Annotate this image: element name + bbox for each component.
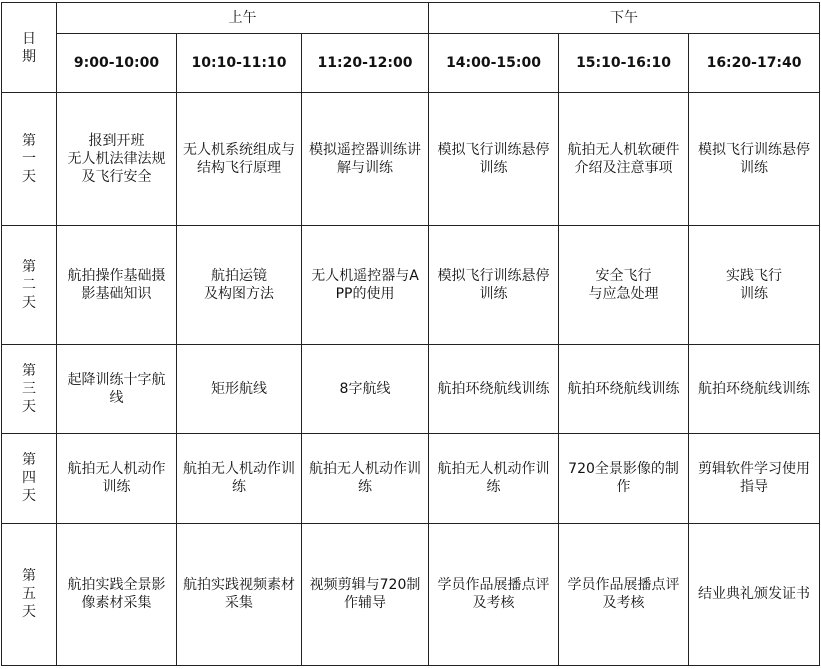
session-cell: 航拍实践全景影像素材采集 [57, 523, 177, 665]
session-cell: 报到开班 无人机法律法规及飞行安全 [57, 93, 177, 226]
session-cell: 模拟飞行训练悬停训练 [429, 93, 559, 226]
time-slot-header: 15:10-16:10 [559, 34, 689, 93]
session-cell: 航拍实践视频素材采集 [177, 523, 302, 665]
session-cell: 学员作品展播点评及考核 [429, 523, 559, 665]
afternoon-header: 下午 [429, 3, 820, 34]
day-label-char: 第 [22, 568, 36, 585]
day-label-cell [2, 226, 57, 344]
session-cell: 无人机遥控器与APP的使用 [302, 226, 429, 344]
day-label-cell [2, 344, 57, 433]
session-cell: 720全景影像的制作 [559, 433, 689, 523]
day-label [22, 132, 36, 186]
day-label-char: 第 [22, 452, 36, 469]
day-label-cell [2, 93, 57, 226]
session-cell: 模拟飞行训练悬停训练 [689, 93, 820, 226]
day-label [22, 567, 36, 621]
day-row [2, 93, 820, 226]
header-row-times [2, 34, 820, 93]
day-rows [2, 93, 820, 666]
schedule-table [1, 2, 820, 666]
time-slot-header: 11:20-12:00 [302, 34, 429, 93]
day-label-char: 二 [22, 276, 36, 293]
session-cell: 起降训练十字航线 [57, 344, 177, 433]
morning-header: 上午 [57, 3, 429, 34]
day-label [22, 258, 36, 312]
header-row-halves [2, 3, 820, 34]
session-cell: 视频剪辑与720制作辅导 [302, 523, 429, 665]
session-cell: 8字航线 [302, 344, 429, 433]
session-cell: 航拍环绕航线训练 [429, 344, 559, 433]
day-label-char: 天 [22, 169, 36, 186]
session-cell: 航拍操作基础摄影基础知识 [57, 226, 177, 344]
day-label-char: 三 [22, 380, 36, 397]
day-label-char: 天 [22, 398, 36, 415]
session-cell: 航拍环绕航线训练 [559, 344, 689, 433]
day-row [2, 433, 820, 523]
session-cell: 模拟遥控器训练讲解与训练 [302, 93, 429, 226]
day-label-char: 第 [22, 258, 36, 275]
session-cell: 模拟飞行训练悬停训练 [429, 226, 559, 344]
date-header-cell [2, 3, 57, 93]
day-label-char: 第 [22, 362, 36, 379]
time-slot-header: 16:20-17:40 [689, 34, 820, 93]
session-cell: 矩形航线 [177, 344, 302, 433]
session-cell: 航拍无人机动作训练 [177, 433, 302, 523]
session-cell: 无人机系统组成与结构飞行原理 [177, 93, 302, 226]
time-slot-header: 9:00-10:00 [57, 34, 177, 93]
day-row [2, 523, 820, 665]
day-label-char: 天 [22, 488, 36, 505]
session-cell: 实践飞行 训练 [689, 226, 820, 344]
date-header-char: 日 [22, 30, 36, 47]
day-row [2, 226, 820, 344]
session-cell: 结业典礼颁发证书 [689, 523, 820, 665]
day-label-cell [2, 523, 57, 665]
session-cell: 航拍运镜 及构图方法 [177, 226, 302, 344]
session-cell: 航拍无人机动作训练 [57, 433, 177, 523]
session-cell: 剪辑软件学习使用指导 [689, 433, 820, 523]
day-label-char: 五 [22, 586, 36, 603]
day-label [22, 362, 36, 416]
session-cell: 安全飞行 与应急处理 [559, 226, 689, 344]
day-label-char: 四 [22, 470, 36, 487]
session-cell: 学员作品展播点评及考核 [559, 523, 689, 665]
day-label-char: 第 [22, 133, 36, 150]
day-label-char: 天 [22, 294, 36, 311]
date-header [22, 30, 36, 66]
day-label-cell [2, 433, 57, 523]
day-label [22, 451, 36, 505]
day-label-char: 天 [22, 604, 36, 621]
session-cell: 航拍无人机动作训练 [429, 433, 559, 523]
session-cell: 航拍无人机动作训练 [302, 433, 429, 523]
day-row [2, 344, 820, 433]
date-header-char: 期 [22, 48, 36, 65]
session-cell: 航拍环绕航线训练 [689, 344, 820, 433]
time-slot-header: 10:10-11:10 [177, 34, 302, 93]
time-slot-header: 14:00-15:00 [429, 34, 559, 93]
day-label-char: 一 [22, 151, 36, 168]
session-cell: 航拍无人机软硬件介绍及注意事项 [559, 93, 689, 226]
